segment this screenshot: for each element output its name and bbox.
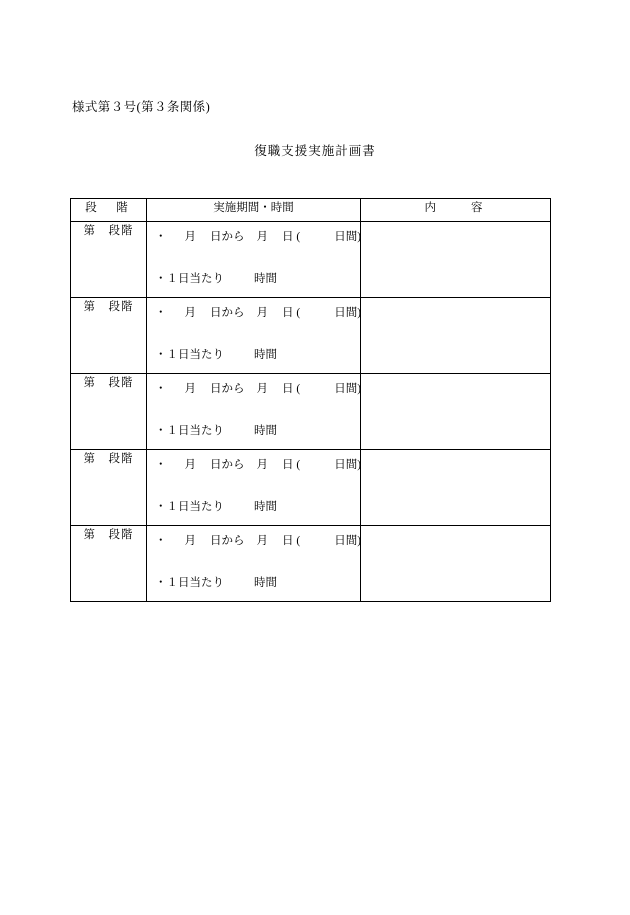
return-to-work-plan-table [70, 198, 551, 602]
hours-unit-label: 時間 [254, 500, 277, 513]
period-month-from: 月 [184, 231, 196, 243]
period-day-to: 日 ( [282, 307, 301, 319]
content-cell[interactable] [361, 222, 551, 298]
column-header-period: 実施期間・時間 [147, 199, 361, 222]
bullet-icon: ・ [155, 535, 167, 547]
column-header-stage: 段 階 [71, 199, 147, 222]
period-days-count: 日間) [334, 383, 362, 395]
period-day-from: 日から [210, 459, 245, 471]
stage-label: 第 段階 [71, 526, 147, 602]
period-day-from: 日から [210, 535, 245, 547]
table-row [71, 374, 551, 450]
content-cell[interactable] [361, 526, 551, 602]
form-number: 様式第３号(第３条関係) [72, 100, 211, 114]
period-month-to: 月 [256, 535, 268, 547]
period-hours-line [155, 350, 352, 362]
period-date-line [155, 231, 362, 244]
period-hours-line [155, 274, 352, 286]
bullet-icon: ・ [155, 459, 167, 471]
column-header-content: 内 容 [361, 199, 551, 222]
period-day-from: 日から [210, 231, 245, 243]
stage-label: 第 段階 [71, 298, 147, 374]
page-title: 復職支援実施計画書 [254, 144, 376, 158]
period-month-to: 月 [256, 459, 268, 471]
period-month-from: 月 [184, 535, 196, 547]
period-date-line [155, 535, 362, 548]
table-row [71, 298, 551, 374]
period-month-from: 月 [184, 307, 196, 319]
per-day-label: ・１日当たり [155, 424, 224, 437]
table-header-row [71, 199, 551, 222]
table-row [71, 450, 551, 526]
period-month-to: 月 [256, 307, 268, 319]
period-days-count: 日間) [334, 307, 362, 319]
period-cell[interactable] [147, 450, 361, 526]
per-day-label: ・１日当たり [155, 272, 224, 285]
period-day-to: 日 ( [282, 231, 301, 243]
stage-label: 第 段階 [71, 222, 147, 298]
per-day-label: ・１日当たり [155, 500, 224, 513]
bullet-icon: ・ [155, 231, 167, 243]
period-hours-line [155, 426, 352, 438]
content-cell[interactable] [361, 374, 551, 450]
hours-unit-label: 時間 [254, 576, 277, 589]
period-cell[interactable] [147, 374, 361, 450]
per-day-label: ・１日当たり [155, 348, 224, 361]
period-hours-line [155, 502, 352, 514]
bullet-icon: ・ [155, 383, 167, 395]
period-date-line [155, 459, 362, 472]
period-cell[interactable] [147, 526, 361, 602]
table-row [71, 222, 551, 298]
content-cell[interactable] [361, 450, 551, 526]
period-day-from: 日から [210, 307, 245, 319]
period-month-from: 月 [184, 459, 196, 471]
period-day-from: 日から [210, 383, 245, 395]
period-day-to: 日 ( [282, 535, 301, 547]
stage-label: 第 段階 [71, 450, 147, 526]
bullet-icon: ・ [155, 307, 167, 319]
period-days-count: 日間) [334, 459, 362, 471]
period-hours-line [155, 578, 352, 590]
period-month-to: 月 [256, 231, 268, 243]
period-date-line [155, 383, 362, 396]
period-month-from: 月 [184, 383, 196, 395]
table-row [71, 526, 551, 602]
hours-unit-label: 時間 [254, 348, 277, 361]
hours-unit-label: 時間 [254, 272, 277, 285]
period-cell[interactable] [147, 298, 361, 374]
period-month-to: 月 [256, 383, 268, 395]
period-day-to: 日 ( [282, 383, 301, 395]
period-days-count: 日間) [334, 231, 362, 243]
period-days-count: 日間) [334, 535, 362, 547]
hours-unit-label: 時間 [254, 424, 277, 437]
per-day-label: ・１日当たり [155, 576, 224, 589]
stage-label: 第 段階 [71, 374, 147, 450]
period-day-to: 日 ( [282, 459, 301, 471]
period-cell[interactable] [147, 222, 361, 298]
content-cell[interactable] [361, 298, 551, 374]
period-date-line [155, 307, 362, 320]
